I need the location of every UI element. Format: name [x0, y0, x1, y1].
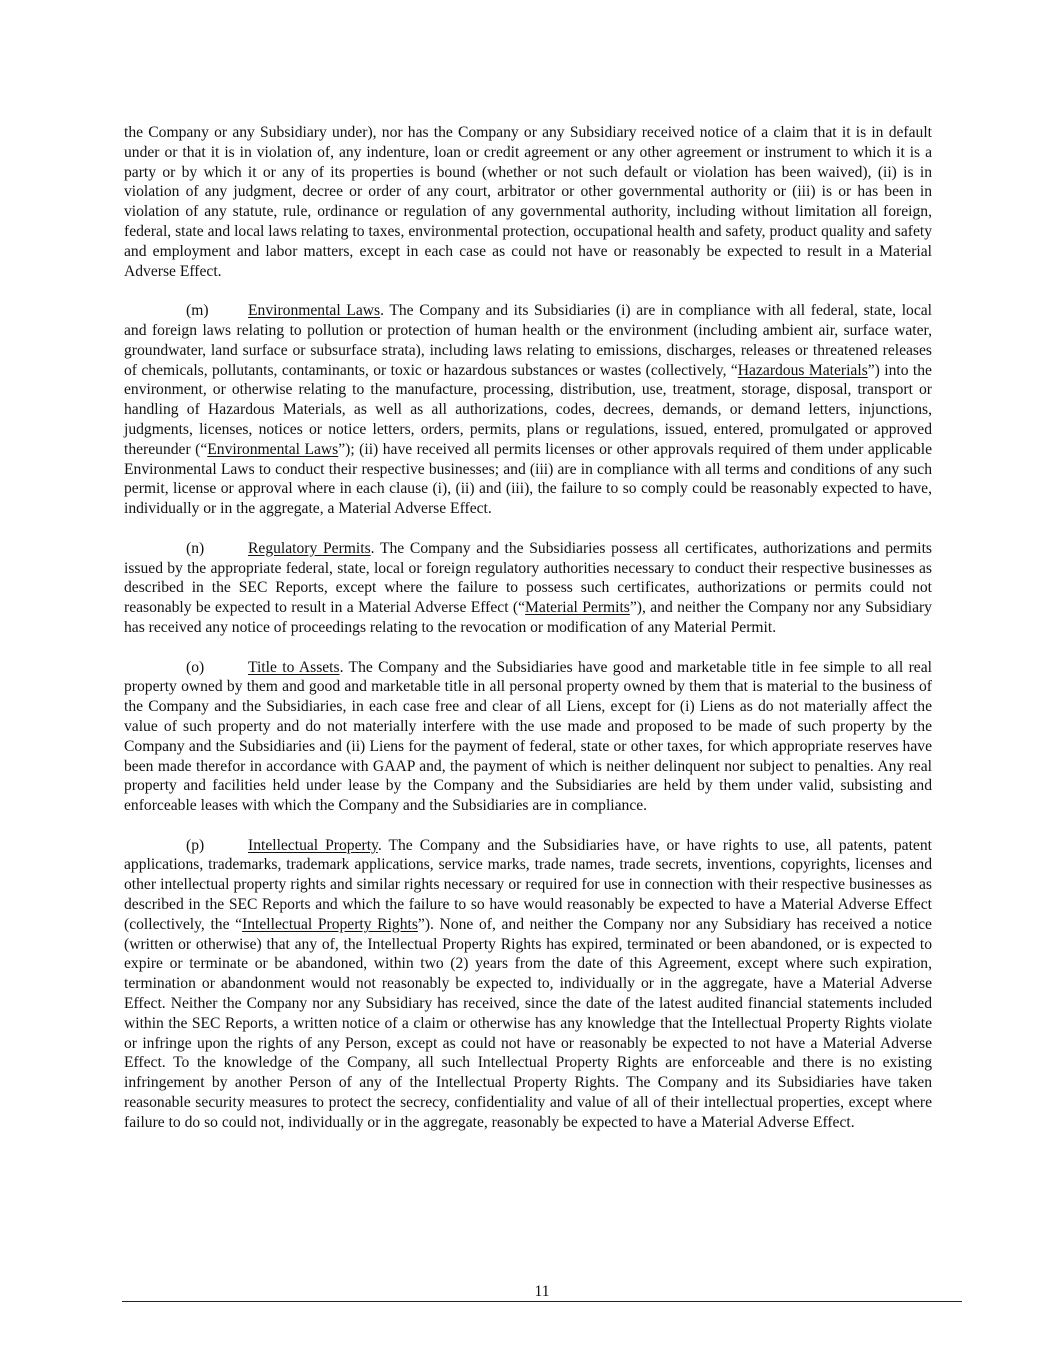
section-label: (p) — [186, 836, 205, 854]
defined-term: Intellectual Property Rights — [242, 915, 418, 933]
section-text: ”) into the environment, or otherwise relating to the manufacture, processing, distribution, use, treatment, storage, disposal, transport or handling of Hazardous Materials, as well as all authorizations, codes, decrees, demands, or demand letters, injunctions, judgments, licenses, notices or notice letters, orders, permits, plans or regulations, issued, entered, promulgated or approved thereunder (“ — [124, 361, 932, 458]
defined-term: Material Permits — [525, 599, 630, 617]
document-body — [124, 123, 932, 1152]
section-heading: Title to Assets — [248, 658, 340, 676]
footer-divider — [122, 1301, 962, 1302]
section-p-intellectual-property — [124, 836, 932, 1133]
section-text: . The Company and the Subsidiaries possess all certificates, authorizations and permits issued by the appropriate federal, state, local or foreign regulatory authorities necessary to conduct their respective businesses as described in the SEC Reports, except where the failure to possess such certificates, authorizations or permits could not reasonably be expected to result in a Material Adverse Effect (“ — [124, 539, 932, 617]
section-o-title-to-assets — [124, 658, 932, 816]
section-n-regulatory-permits — [124, 539, 932, 638]
section-text: . The Company and the Subsidiaries have, or have rights to use, all patents, patent applications, trademarks, trademark applications, service marks, trade names, trade secrets, inventions, copyrights, licenses and other intellectual property rights and similar rights necessary or required for use in connection with their respective businesses as described in the SEC Reports and which the failure to so have would reasonably be expected to have a Material Adverse Effect (collectively, the “ — [124, 836, 932, 933]
section-label: (n) — [186, 539, 205, 557]
continued-paragraph: the Company or any Subsidiary under), nor has the Company or any Subsidiary received notice of a claim that it is in default under or that it is in violation of, any indenture, loan or credit agreement or any other agreement or instrument to which it is a party or by which it or any of its properties is bound (whether or not such default or violation has been waived), (ii) is in violation of any judgment, decree or order of any court, arbitrator or other governmental authority or (iii) is or has been in violation of any statute, rule, ordinance or regulation of any governmental authority, including without limitation all foreign, federal, state and local laws relating to taxes, environmental protection, occupational health and safety, product quality and safety and employment and labor matters, except in each case as could not have or reasonably be expected to result in a Material Adverse Effect. — [124, 124, 932, 280]
section-label: (o) — [186, 658, 205, 676]
section-text: ”). None of, and neither the Company nor any Subsidiary has received a notice (written or otherwise) that any of, the Intellectual Property Rights has expired, terminated or been abandoned, or is expected to expire or terminate or be abandoned, within two (2) years from the date of this Agreement, except where such expiration, termination or abandonment would not reasonably be expected to, individually or in the aggregate, have a Material Adverse Effect. Neither the Company nor any Subsidiary has received, since the date of the latest audited financial statements included within the SEC Reports, a written notice of a claim or otherwise has any knowledge that the Intellectual Property Rights violate or infringe upon the rights of any Person, except as could not have or reasonably be expected to not have a Material Adverse Effect. To the knowledge of the Company, all such Intellectual Property Rights are enforceable and there is no existing infringement by another Person of any of the Intellectual Property Rights. The Company and its Subsidiaries have taken reasonable security measures to protect the secrecy, confidentiality and value of all of their intellectual properties, except where failure to do so could not, individually or in the aggregate, reasonably be expected to have a Material Adverse Effect. — [124, 915, 932, 1131]
section-heading: Environmental Laws — [248, 302, 381, 320]
section-text: . The Company and the Subsidiaries have good and marketable title in fee simple to all real property owned by them and good and marketable title in all personal property owned by them that is material to the business of the Company and the Subsidiaries, in each case free and clear of all Liens, except for (i) Liens as do not materially affect the value of such property and do not materially interfere with the use made and proposed to be made of such property by the Company and the Subsidiaries and (ii) Liens for the payment of federal, state or other taxes, for which appropriate reserves have been made therefor in accordance with GAAP and, the payment of which is neither delinquent nor subject to penalties. Any real property and facilities held under lease by the Company and the Subsidiaries are held by them under valid, subsisting and enforceable leases with which the Company and the Subsidiaries are in compliance. — [124, 658, 932, 815]
defined-term: Environmental Laws — [207, 440, 339, 458]
section-label: (m) — [186, 302, 209, 320]
section-text: ”), and neither the Company nor any Subsidiary has received any notice of proceedings relating to the revocation or modification of any Material Permit. — [124, 599, 932, 636]
section-heading: Intellectual Property — [248, 836, 378, 854]
section-m-environmental-laws — [124, 301, 932, 519]
section-text: . The Company and its Subsidiaries (i) are in compliance with all federal, state, local and foreign laws relating to pollution or protection of human health or the environment (including ambient air, surface water, groundwater, land surface or subsurface strata), including laws relating to emissions, discharges, releases or threatened releases of chemicals, pollutants, contaminants, or toxic or hazardous substances or wastes (collectively, “ — [124, 302, 932, 379]
section-text: ”); (ii) have received all permits licenses or other approvals required of them under applicable Environmental Laws to conduct their respective businesses; and (iii) are in compliance with all terms and conditions of any such permit, license or approval where in each clause (i), (ii) and (iii), the failure to so comply could be reasonably expected to have, individually or in the aggregate, a Material Adverse Effect. — [124, 440, 932, 518]
defined-term: Hazardous Materials — [737, 361, 868, 379]
page-number: 11 — [534, 1283, 550, 1300]
section-heading: Regulatory Permits — [248, 539, 371, 557]
